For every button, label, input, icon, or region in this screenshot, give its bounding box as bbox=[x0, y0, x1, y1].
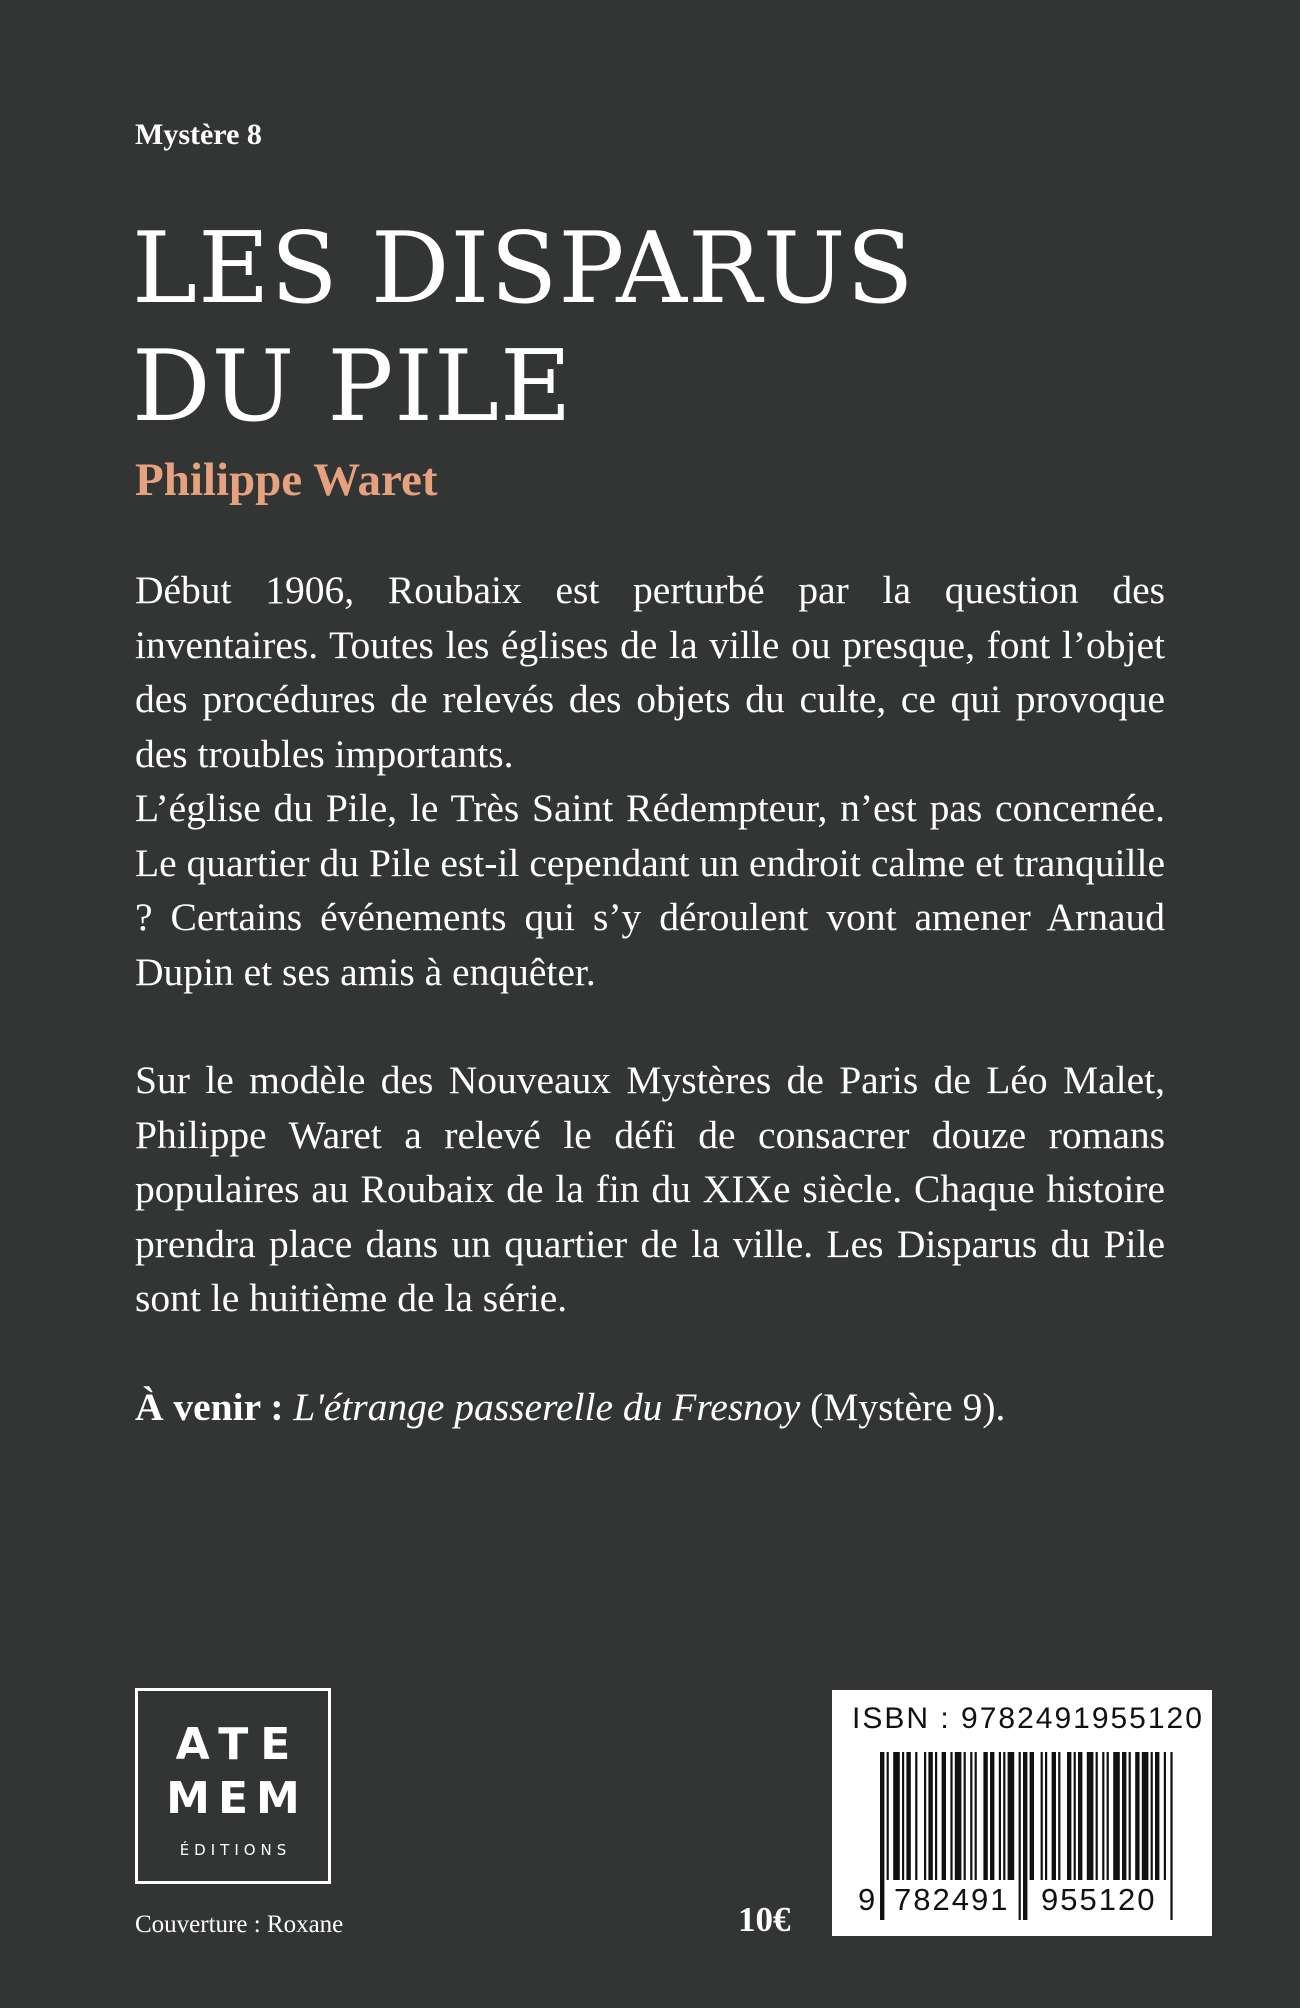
barcode-bar bbox=[1135, 1752, 1139, 1880]
logo-line-1: ATE bbox=[175, 1719, 303, 1770]
barcode-bar bbox=[1041, 1752, 1043, 1880]
barcode-bar bbox=[935, 1752, 937, 1880]
paragraph-gap bbox=[135, 999, 1165, 1053]
barcode-bar bbox=[1030, 1752, 1034, 1880]
barcode-bar bbox=[1003, 1752, 1005, 1880]
paragraph-gap bbox=[135, 1326, 1165, 1380]
upcoming-note bbox=[135, 1380, 1165, 1435]
title-line-2: DU PILE bbox=[132, 330, 573, 444]
barcode-digits-left: 782491 bbox=[894, 1882, 1010, 1917]
logo-line-3: ÉDITIONS bbox=[179, 1841, 292, 1859]
barcode-bar bbox=[1067, 1752, 1071, 1880]
barcode-bar bbox=[893, 1752, 900, 1880]
barcode-bar bbox=[999, 1752, 1001, 1880]
isbn-label: ISBN : 9782491955120 bbox=[852, 1702, 1204, 1735]
barcode-bar bbox=[906, 1752, 910, 1880]
barcode-bar bbox=[902, 1752, 904, 1880]
upcoming-label: À venir : bbox=[135, 1384, 284, 1429]
barcode-bar bbox=[1023, 1752, 1027, 1920]
title-line-1: LES DISPARUS bbox=[132, 212, 915, 326]
blurb-paragraph: L’église du Pile, le Très Saint Rédempteur, n’est pas concernée. Le quartier du Pile est-il cependant un endroit calme et tranquille ? Certains événements qui s’y déroulent vont amener Arnaud Dupin et ses amis à enquêter. bbox=[135, 786, 1165, 994]
barcode-bar bbox=[1142, 1752, 1149, 1880]
barcode-bar bbox=[964, 1752, 966, 1880]
barcode-bar bbox=[1078, 1752, 1082, 1880]
blurb-paragraph: Début 1906, Roubaix est perturbé par la question des inventaires. Toutes les églises de la ville ou presque, font l’objet des procédures de relevés des objets du culte, ce qui provoque des troubles importants. bbox=[135, 568, 1165, 776]
cover-credit: Couverture : Roxane bbox=[135, 1911, 344, 1938]
book-title bbox=[132, 210, 915, 446]
barcode-bar bbox=[928, 1752, 932, 1880]
barcode-bar bbox=[1074, 1752, 1076, 1880]
barcode-bar bbox=[1058, 1752, 1060, 1880]
barcode-bar bbox=[1102, 1752, 1104, 1880]
barcode-bar bbox=[1019, 1752, 1021, 1920]
barcode-bar bbox=[1107, 1752, 1109, 1880]
barcode-bar bbox=[924, 1752, 926, 1880]
barcode-bar bbox=[970, 1752, 972, 1880]
barcode-bar bbox=[1087, 1752, 1094, 1880]
publisher-logo bbox=[135, 1688, 331, 1884]
barcode-bar bbox=[915, 1752, 917, 1880]
barcode-bar bbox=[1045, 1752, 1047, 1880]
barcode-bar bbox=[983, 1752, 987, 1880]
series-label: Mystère 8 bbox=[135, 118, 262, 151]
upcoming-suffix: (Mystère 9). bbox=[810, 1384, 1006, 1429]
barcode-bar bbox=[955, 1752, 962, 1880]
barcode-bar bbox=[1170, 1752, 1172, 1920]
barcode-bar bbox=[942, 1752, 946, 1880]
logo-line-2: MEM bbox=[166, 1773, 308, 1824]
barcode-digits-right: 955120 bbox=[1041, 1882, 1157, 1917]
blurb-paragraph: Sur le modèle des Nouveaux Mystères de Paris de Léo Malet, Philippe Waret a relevé le défi de consacrer douze romans populaires au Roubaix de la fin du XIXe siècle. Chaque histoire prendra place dans un quartier de la ville. Les Disparus du Pile sont le huitième de la série. bbox=[135, 1058, 1165, 1320]
isbn-barcode bbox=[832, 1690, 1212, 1936]
barcode-bar bbox=[1164, 1752, 1166, 1880]
barcode-bar bbox=[1155, 1752, 1159, 1880]
barcode-bar bbox=[1151, 1752, 1153, 1880]
barcode-bar bbox=[1129, 1752, 1131, 1880]
barcode-bar bbox=[1096, 1752, 1098, 1880]
barcode-bar bbox=[990, 1752, 994, 1880]
barcode-bar bbox=[1052, 1752, 1056, 1880]
blurb bbox=[135, 563, 1165, 1434]
barcode-bar bbox=[1008, 1752, 1015, 1880]
author-name: Philippe Waret bbox=[135, 454, 438, 506]
barcode-bar bbox=[1113, 1752, 1120, 1880]
price: 10€ bbox=[738, 1900, 791, 1939]
upcoming-title: L'étrange passerelle du Fresnoy bbox=[293, 1384, 801, 1429]
barcode-digit-first: 9 bbox=[858, 1882, 878, 1917]
barcode-bar bbox=[880, 1752, 884, 1920]
barcode-bar bbox=[887, 1752, 889, 1880]
barcode-bar bbox=[975, 1752, 977, 1880]
barcode-bar bbox=[1122, 1752, 1126, 1880]
barcode-bar bbox=[950, 1752, 952, 1880]
